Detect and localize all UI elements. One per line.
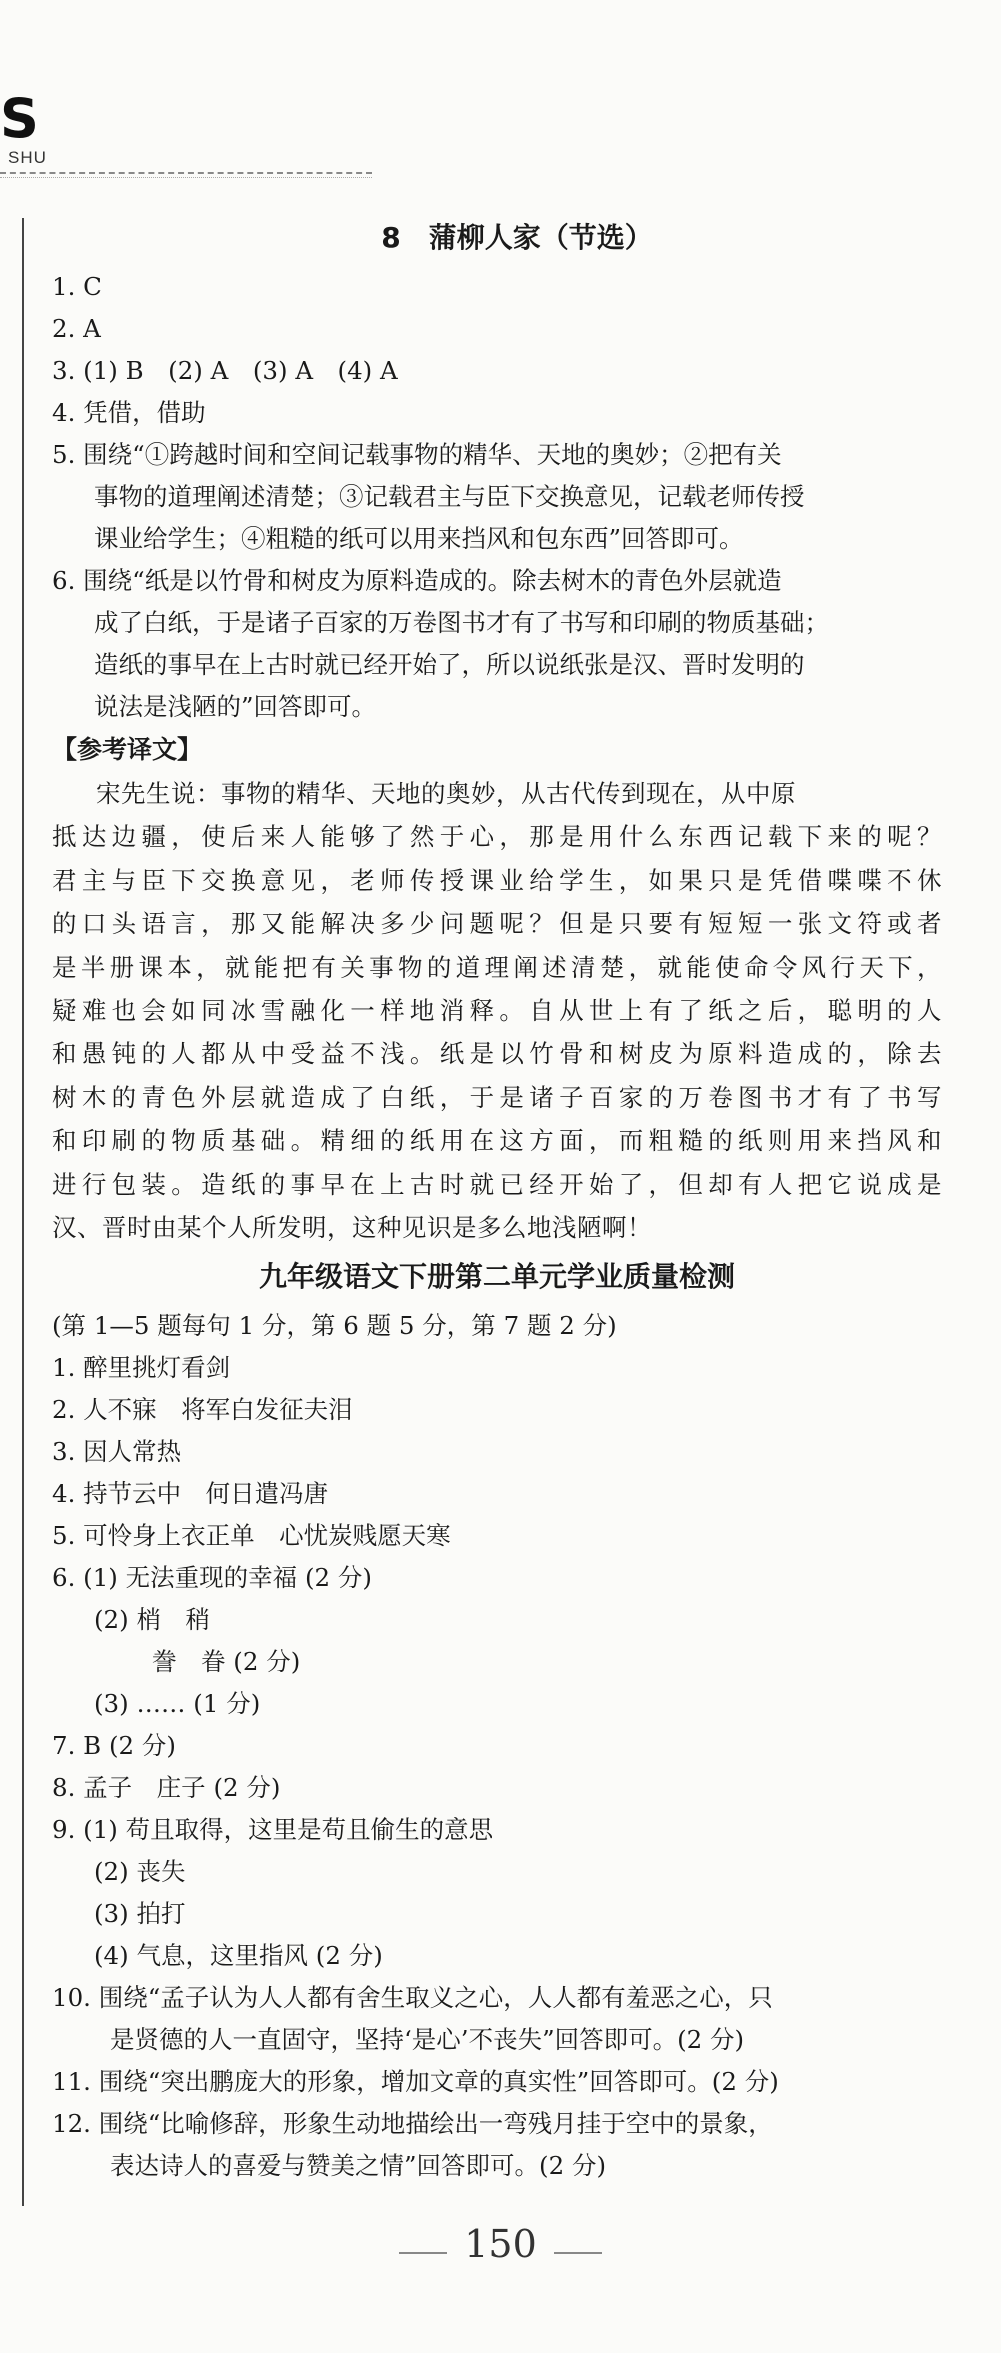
answer-line: 造纸的事早在上古时就已经开始了，所以说纸张是汉、晋时发明的 [94, 650, 805, 679]
section-2-answers [52, 1347, 942, 2187]
answer-line: (3) …… (1 分) [94, 1689, 261, 1719]
answer-line: 5. 可怜身上衣正单 心忧炭贱愿天寒 [52, 1521, 451, 1551]
answer-line: 是贤德的人一直固守，坚持‘是心’不丧失”回答即可。(2 分) [110, 2025, 745, 2055]
answer-line: 6. (1) 无法重现的幸福 (2 分) [52, 1563, 372, 1593]
answer-line: 6. 围绕“纸是以竹骨和树皮为原料造成的。除去树木的青色外层就造 [52, 566, 782, 595]
header-divider-dotted [0, 177, 372, 178]
section-1-title: 8 蒲柳人家（节选） [381, 221, 653, 254]
translation-text [52, 772, 942, 1249]
answer-line: 事物的道理阐述清楚；③记载君主与臣下交换意见，记载老师传授 [94, 482, 805, 511]
answer-line: 4. 持节云中 何日遣冯唐 [52, 1479, 329, 1509]
answer-line: 5. 围绕“①跨越时间和空间记载事物的精华、天地的奥妙；②把有关 [52, 440, 782, 469]
translation-line: 树木的青色外层就造成了白纸，于是诸子百家的万卷图书才有了书写 [52, 1082, 942, 1112]
answer-line: 2. 人不寐 将军白发征夫泪 [52, 1395, 353, 1425]
header-divider [0, 172, 372, 174]
answer-line: 10. 围绕“孟子认为人人都有舍生取义之心，人人都有羞恶之心，只 [52, 1983, 773, 2013]
translation-line: 是半册课本，就能把有关事物的道理阐述清楚，就能使命令风行天下， [52, 952, 942, 982]
answer-line: 3. (1) B (2) A (3) A (4) A [52, 356, 398, 385]
footer-dash-left [399, 2252, 447, 2254]
answer-line: (2) 丧失 [94, 1857, 186, 1887]
translation-line: 和愚钝的人都从中受益不浅。纸是以竹骨和树皮为原料造成的，除去 [52, 1039, 942, 1069]
page-number: 150 [464, 2222, 537, 2266]
answer-line: 成了白纸，于是诸子百家的万卷图书才有了书写和印刷的物质基础； [94, 608, 829, 637]
answer-line: 12. 围绕“比喻修辞，形象生动地描绘出一弯残月挂于空中的景象， [52, 2109, 773, 2139]
translation-line: 君主与臣下交换意见，老师传授课业给学生，如果只是凭借喋喋不休 [52, 865, 942, 895]
translation-line: 疑难也会如同冰雪融化一样地消释。自从世上有了纸之后，聪明的人 [52, 995, 942, 1025]
answer-line: 8. 孟子 庄子 (2 分) [52, 1773, 281, 1803]
translation-heading: 【参考译文】 [52, 735, 203, 764]
answer-line: 2. A [52, 314, 101, 343]
answer-line: 课业给学生；④粗糙的纸可以用来挡风和包东西”回答即可。 [94, 524, 744, 553]
answer-line: (4) 气息，这里指风 (2 分) [94, 1941, 383, 1971]
footer-dash-right [554, 2252, 602, 2254]
answer-line: 11. 围绕“突出鹏庞大的形象，增加文章的真实性”回答即可。(2 分) [52, 2067, 779, 2097]
answer-line: 1. C [52, 272, 102, 301]
page-content [52, 210, 942, 2187]
page-footer [0, 2222, 1001, 2266]
translation-line: 进行包装。造纸的事早在上古时就已经开始了，但却有人把它说成是 [52, 1169, 942, 1199]
translation-line: 的口头语言，那又能解决多少问题呢？但是只要有短短一张文符或者 [52, 909, 942, 939]
section-2-title: 九年级语文下册第二单元学业质量检测 [258, 1260, 735, 1294]
answer-line: 1. 醉里挑灯看剑 [52, 1353, 231, 1383]
answer-line: 4. 凭借，借助 [52, 398, 206, 427]
answer-line: (3) 拍打 [94, 1899, 186, 1929]
margin-rule [22, 218, 24, 2206]
translation-line: 宋先生说：事物的精华、天地的奥妙，从古代传到现在，从中原 [96, 779, 796, 808]
answer-line: 9. (1) 苟且取得，这里是苟且偷生的意思 [52, 1815, 494, 1845]
header-logo: S [0, 87, 39, 150]
scoring-note: (第 1—5 题每句 1 分，第 6 题 5 分，第 7 题 2 分) [52, 1311, 617, 1341]
translation-line: 汉、晋时由某个人所发明，这种见识是多么地浅陋啊！ [52, 1212, 652, 1242]
header-subtitle: SHU [8, 148, 47, 167]
answer-line: 7. B (2 分) [52, 1731, 176, 1761]
translation-line: 抵达边疆，使后来人能够了然于心，那是用什么东西记载下来的呢？ [52, 822, 942, 852]
answer-line: 表达诗人的喜爱与赞美之情”回答即可。(2 分) [110, 2151, 607, 2181]
answer-line: (2) 梢 稍 [94, 1605, 210, 1635]
answer-line: 誊 眷 (2 分) [152, 1647, 301, 1677]
translation-line: 和印刷的物质基础。精细的纸用在这方面，而粗糙的纸则用来挡风和 [52, 1126, 942, 1156]
answer-line: 说法是浅陋的”回答即可。 [94, 692, 377, 721]
answer-line: 3. 因人常热 [52, 1437, 182, 1467]
section-1-answers [52, 266, 942, 728]
